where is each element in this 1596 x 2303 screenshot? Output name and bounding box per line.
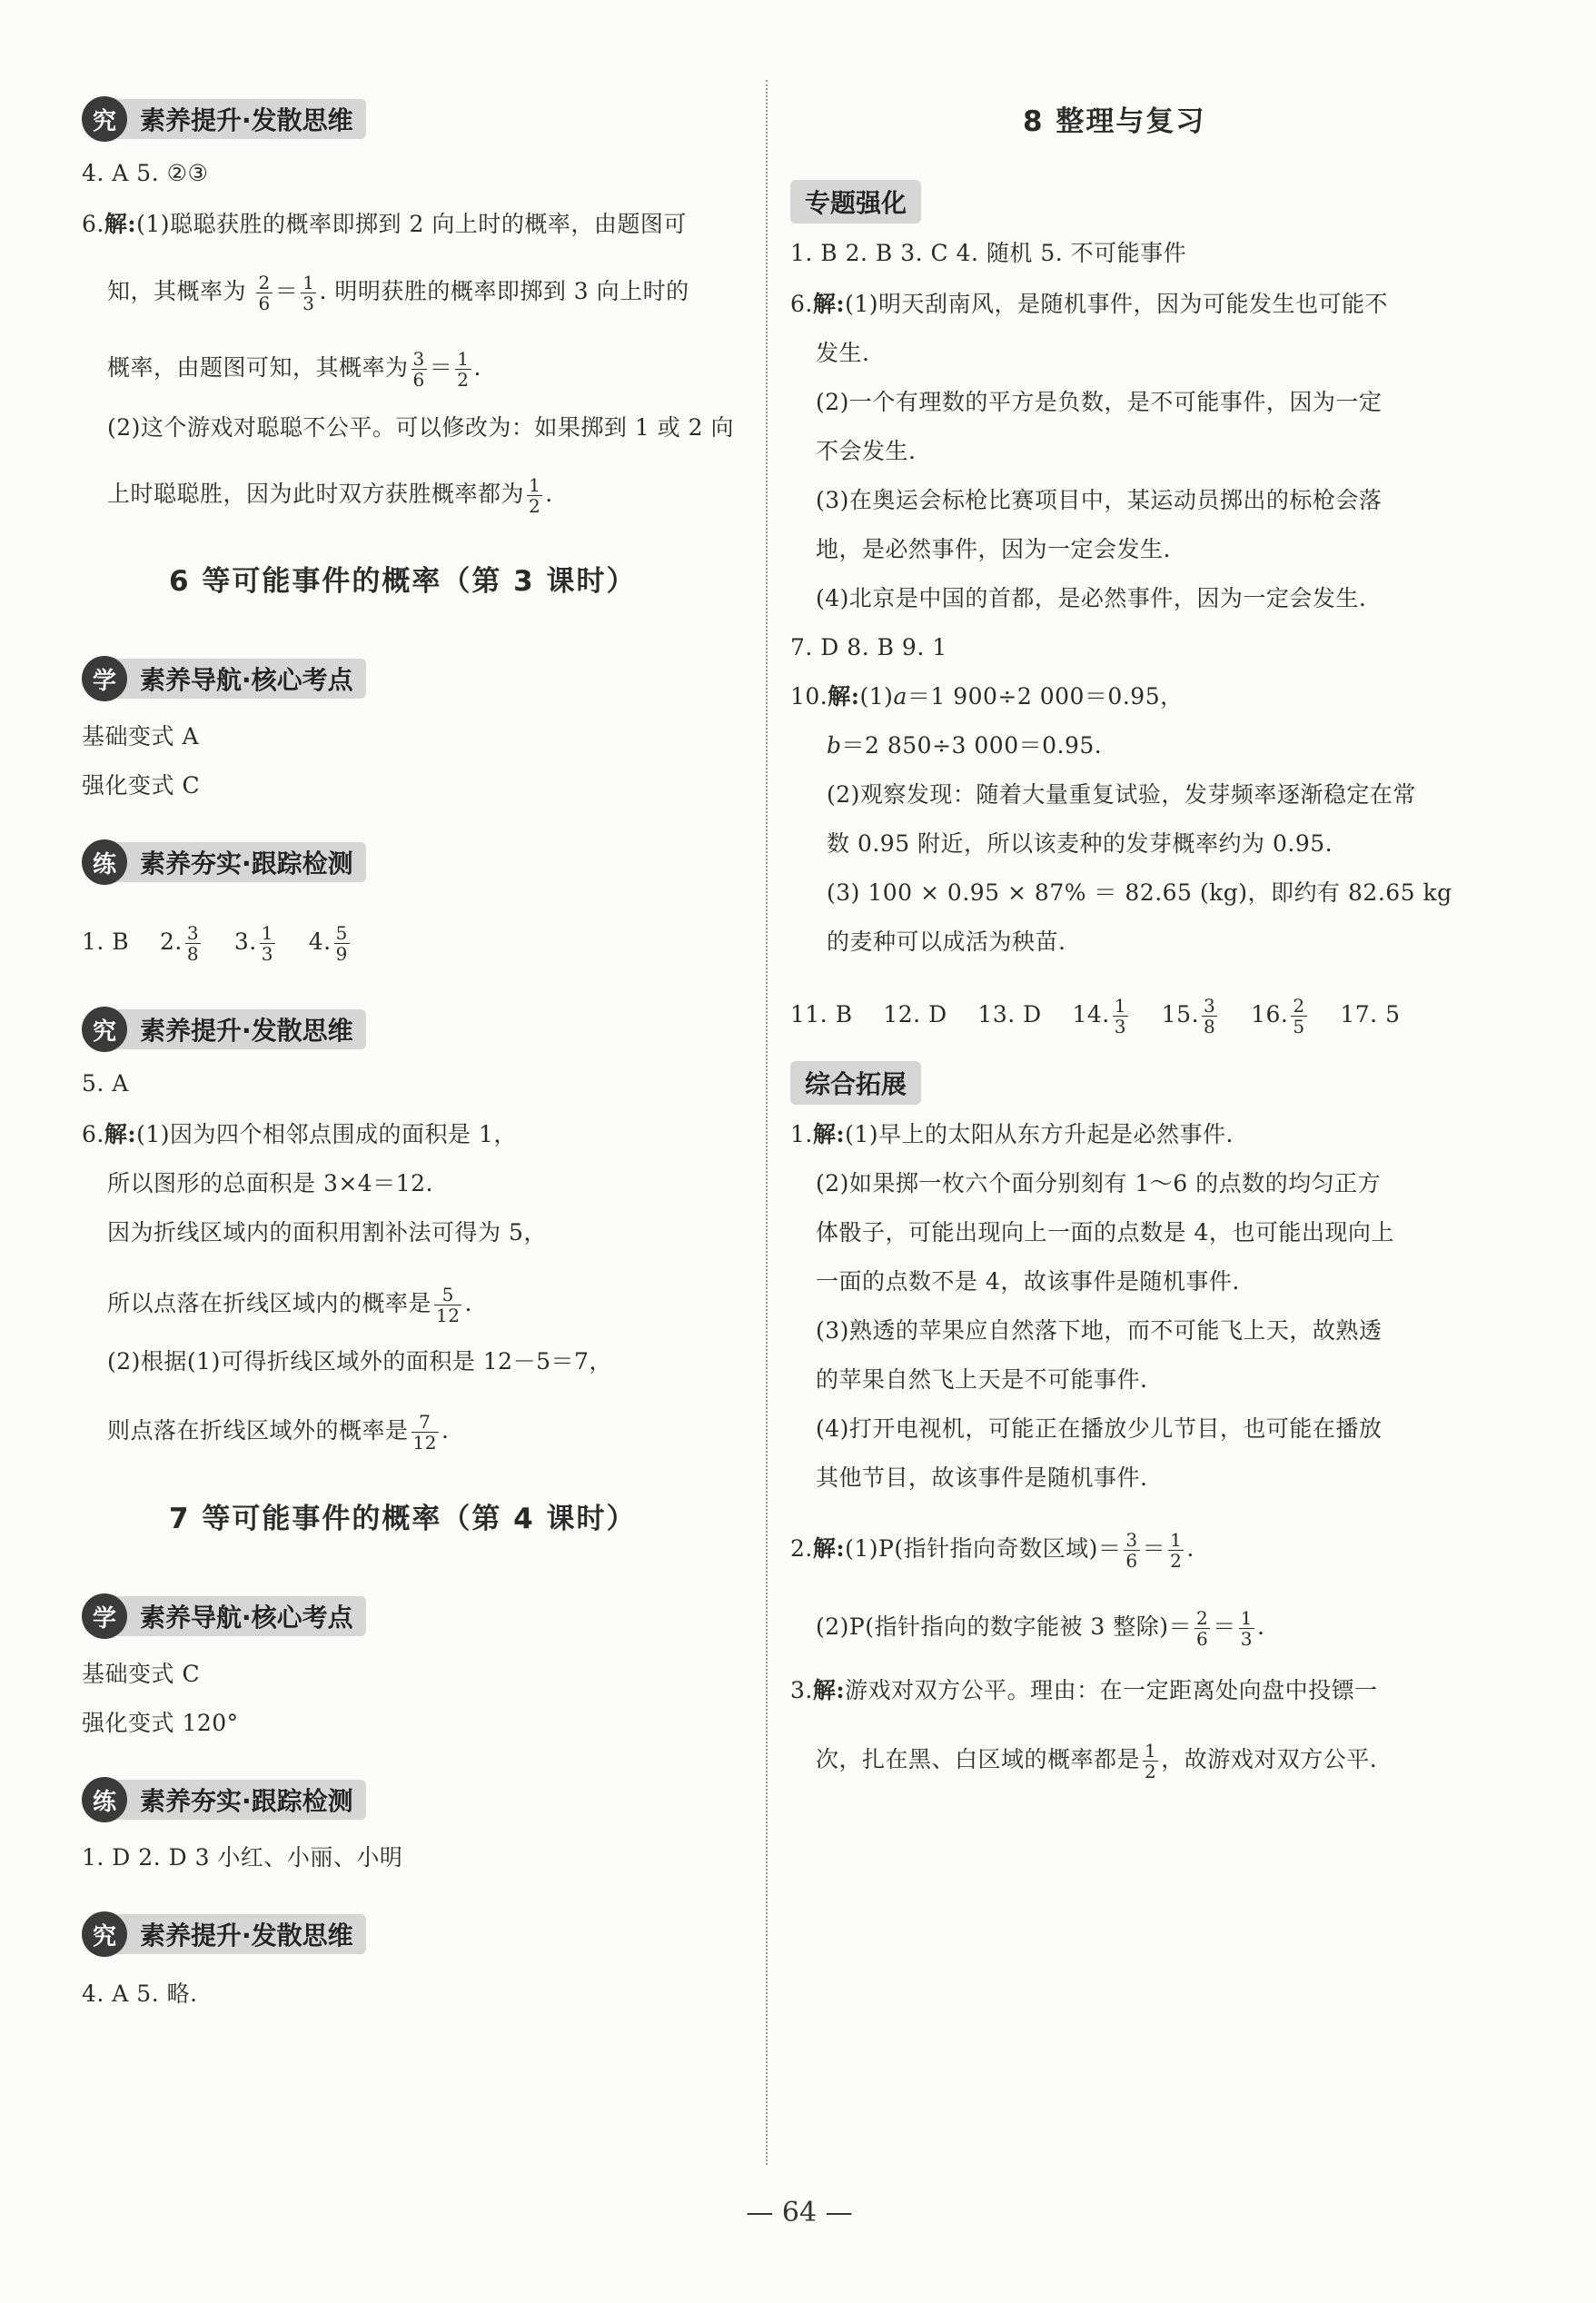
topic-tag: 专题强化 [790, 180, 921, 223]
xue-badge-icon: 学 [82, 1593, 127, 1639]
fraction: $\frac{1}{3}$ [1114, 995, 1126, 1037]
answers-row: 4. A 5. 略. [82, 1980, 198, 2007]
q6-line-2: 发生. [816, 340, 870, 366]
fraction: $\frac{3}{6}$ [1125, 1529, 1138, 1572]
fraction: $\frac{2}{6}$ [1196, 1607, 1209, 1650]
z1-line-3: 体骰子，可能出现向上一面的点数是 4，也可能出现向上 [816, 1219, 1394, 1246]
q6-line-3: 因为折线区域内的面积用割补法可得为 5， [107, 1219, 547, 1246]
lian-badge-icon: 练 [82, 1777, 127, 1822]
fraction: $\frac{1}{2}$ [1170, 1529, 1183, 1572]
section-bar-jiu [82, 1911, 366, 1957]
page-number: — 64 — [746, 2197, 853, 2229]
z2-line-1: 2.解:(1)P(指针指向奇数区域)＝ $\frac{3}{6}$ ＝ $\frac{1}{2}$ . [790, 1529, 1195, 1572]
z2-line-2: (2)P(指针指向的数字能被 3 整除)＝ $\frac{2}{6}$ ＝ $\frac{1}{3}$ . [816, 1607, 1265, 1650]
fraction: $\frac{3}{8}$ [186, 922, 200, 965]
q6-line-7: (4)北京是中国的首都，是必然事件，因为一定会发生. [816, 585, 1367, 611]
jiu-badge-icon: 究 [82, 96, 127, 142]
fraction: $\frac{1}{3}$ [1240, 1607, 1254, 1650]
answers-row: 1. B 2. B 3. C 4. 随机 5. 不可能事件 [790, 240, 1187, 266]
q10-line-6: 的麦种可以成活为秧苗. [827, 928, 1066, 955]
bar-label: 素养导航·核心考点 [114, 659, 366, 699]
q6-line-6: 地，是必然事件，因为一定会发生. [816, 536, 1171, 562]
z1-line-6: 的苹果自然飞上天是不可能事件. [816, 1366, 1148, 1393]
fraction: $\frac{2}{6}$ [258, 272, 271, 314]
z1-line-1: 1.解:(1)早上的太阳从东方升起是必然事件. [790, 1121, 1234, 1147]
jiu-badge-icon: 究 [82, 1911, 127, 1957]
section-6-title: 6 等可能事件的概率（第 3 课时） [169, 565, 637, 598]
section-bar-jiu [82, 1007, 366, 1052]
strong-variant: 强化变式 120° [82, 1710, 239, 1736]
bar-label: 素养夯实·跟踪检测 [114, 1780, 366, 1820]
q10-line-5: (3) 100 × 0.95 × 87% ＝ 82.65 (kg)，即约有 82.65 kg [827, 879, 1452, 906]
q10-line-3: (2)观察发现：随着大量重复试验，发芽频率逐渐稳定在常 [827, 781, 1416, 808]
bar-label: 素养提升·发散思维 [114, 1914, 366, 1954]
q6-line-6: 则点落在折线区域外的概率是 $\frac{7}{12}$ . [107, 1411, 450, 1454]
z1-line-5: (3)熟透的苹果应自然落下地，而不可能飞上天，故熟透 [816, 1317, 1383, 1344]
q6-line-5: 上时聪聪胜，因为此时双方获胜概率都为 $\frac{1}{2}$ . [107, 474, 553, 517]
strong-variant: 强化变式 C [82, 772, 201, 799]
q6-line-1: 6.解:(1)聪聪获胜的概率即掷到 2 向上时的概率，由题图可 [82, 211, 687, 237]
z1-line-8: 其他节目，故该事件是随机事件. [816, 1464, 1148, 1491]
basic-variant: 基础变式 C [82, 1661, 201, 1687]
bar-label: 素养导航·核心考点 [114, 1596, 366, 1636]
q6-line-5: (2)根据(1)可得折线区域外的面积是 12－5＝7， [107, 1348, 612, 1375]
topic-tag: 综合拓展 [790, 1061, 921, 1105]
z1-line-4: 一面的点数不是 4，故该事件是随机事件. [816, 1268, 1240, 1295]
answers-row: 11. B 12. D 13. D 14. $\frac{1}{3}$ 15. $\frac{3}{8}$ 16. $\frac{2}{5}$ 17. 5 [790, 995, 1401, 1037]
basic-variant: 基础变式 A [82, 723, 200, 749]
lian-badge-icon: 练 [82, 839, 127, 885]
q6-line-3: (2)一个有理数的平方是负数，是不可能事件，因为一定 [816, 389, 1383, 415]
answers-row: 4. A 5. ②③ [82, 160, 209, 186]
section-bar-lian [82, 839, 366, 885]
q10-line-1: 10.解:(1)a＝1 900÷2 000＝0.95， [790, 683, 1184, 710]
fraction: $\frac{1}{3}$ [302, 272, 315, 314]
z1-line-7: (4)打开电视机，可能正在播放少儿节目，也可能在播放 [816, 1415, 1383, 1442]
column-divider [766, 80, 768, 2165]
q6-line-3: 概率，由题图可知，其概率为 $\frac{3}{6}$ ＝ $\frac{1}{2}$ . [107, 348, 481, 391]
bar-label: 素养提升·发散思维 [114, 99, 366, 139]
q6-line-4: 不会发生. [816, 438, 917, 464]
fraction: $\frac{3}{6}$ [412, 348, 425, 391]
bar-label: 素养夯实·跟踪检测 [114, 842, 366, 882]
xue-badge-icon: 学 [82, 656, 127, 701]
q10-line-4: 数 0.95 附近，所以该麦种的发芽概率约为 0.95. [827, 830, 1333, 857]
fraction: $\frac{1}{2}$ [457, 348, 470, 391]
chapter-8-title: 8 整理与复习 [1023, 105, 1206, 138]
exercise-answers: 1. D 2. D 3 小红、小丽、小明 [82, 1844, 403, 1871]
section-bar-xue [82, 656, 366, 701]
q6-line-2: 所以图形的总面积是 3×4＝12. [107, 1170, 433, 1196]
fraction: $\frac{5}{12}$ [436, 1284, 461, 1326]
exercise-answers: 1. B 2. $\frac{3}{8}$ 3. $\frac{1}{3}$ 4. $\frac{5}{9}$ [82, 922, 348, 965]
section-bar-lian [82, 1777, 366, 1822]
fraction: $\frac{5}{9}$ [335, 922, 348, 965]
section-bar-jiu [82, 96, 366, 142]
fraction: $\frac{3}{8}$ [1204, 995, 1216, 1037]
bar-label: 素养提升·发散思维 [114, 1009, 366, 1049]
z3-line-1: 3.解:游戏对双方公平。理由：在一定距离处向盘中投镖一 [790, 1677, 1378, 1703]
fraction: $\frac{7}{12}$ [412, 1411, 437, 1454]
q6-line-2: 知，其概率为 $\frac{2}{6}$ ＝ $\frac{1}{3}$ . 明明获胜的概率即掷到 3 向上时的 [107, 272, 689, 314]
q6-line-5: (3)在奥运会标枪比赛项目中，某运动员掷出的标枪会落 [816, 487, 1383, 513]
fraction: $\frac{1}{2}$ [529, 474, 541, 517]
section-bar-xue [82, 1593, 366, 1639]
answers-row: 7. D 8. B 9. 1 [790, 634, 947, 660]
section-7-title: 7 等可能事件的概率（第 4 课时） [169, 1503, 637, 1535]
z1-line-2: (2)如果掷一枚六个面分别刻有 1～6 的点数的均匀正方 [816, 1170, 1382, 1196]
q6-line-1: 6.解:(1)明天刮南风，是随机事件，因为可能发生也可能不 [790, 291, 1389, 317]
fraction: $\frac{1}{2}$ [1145, 1740, 1157, 1782]
q6-line-4: 所以点落在折线区域内的概率是 $\frac{5}{12}$ . [107, 1284, 472, 1326]
q6-line-4: (2)这个游戏对聪聪不公平。可以修改为：如果掷到 1 或 2 向 [107, 414, 735, 441]
q6-line-1: 6.解:(1)因为四个相邻点围成的面积是 1， [82, 1121, 517, 1147]
q10-line-2: b＝2 850÷3 000＝0.95. [827, 732, 1103, 759]
fraction: $\frac{2}{5}$ [1293, 995, 1305, 1037]
answers-row: 5. A [82, 1070, 129, 1097]
fraction: $\frac{1}{3}$ [261, 922, 273, 965]
jiu-badge-icon: 究 [82, 1007, 127, 1052]
z3-line-2: 次，扎在黑、白区域的概率都是 $\frac{1}{2}$ ，故游戏对双方公平. [816, 1740, 1378, 1782]
